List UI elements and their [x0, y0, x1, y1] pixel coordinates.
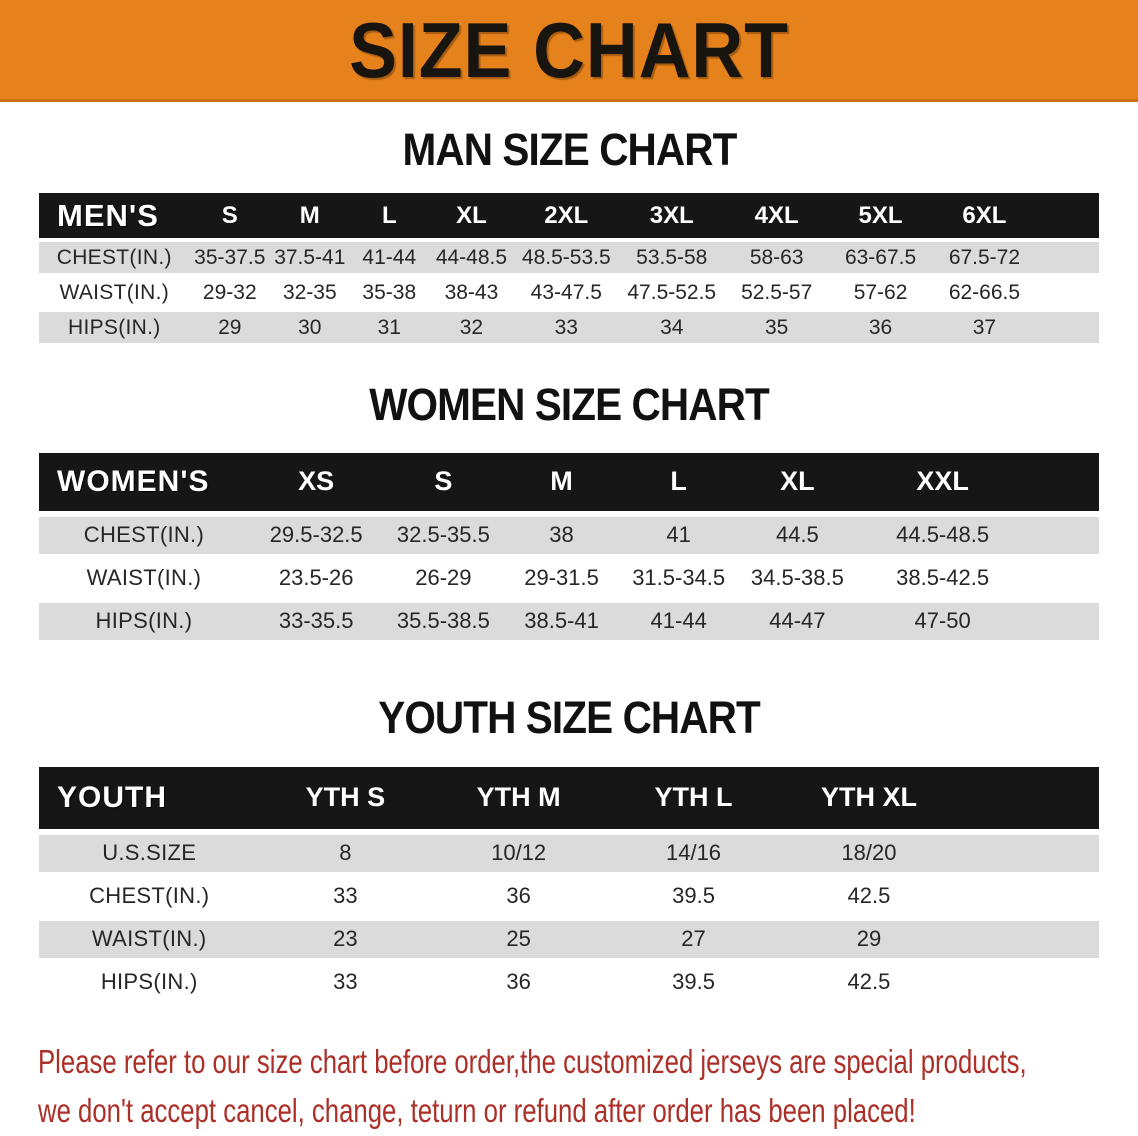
table-row: [39, 242, 1099, 273]
size-column-header: 6XL: [933, 193, 1037, 238]
header-spacer-cell: [1036, 193, 1099, 238]
table-row: [39, 878, 1099, 915]
size-column-header: XL: [429, 193, 514, 238]
size-value: 37: [933, 312, 1037, 343]
size-value: 32.5-35.5: [383, 517, 503, 554]
size-column-header: XS: [249, 453, 384, 511]
size-value: 37.5-41: [270, 242, 349, 273]
size-value: 25: [431, 921, 606, 958]
youth-size-table: [39, 761, 1099, 1007]
size-value: 32: [429, 312, 514, 343]
size-value: 33: [259, 964, 431, 1001]
size-value: 41-44: [350, 242, 429, 273]
men-section-heading: MAN SIZE CHART: [402, 124, 736, 175]
notice-line-1-wrap: [38, 1037, 1100, 1087]
section-youth: [0, 691, 1138, 1007]
size-value: 29-32: [190, 277, 271, 308]
size-value: 38.5-42.5: [857, 560, 1028, 597]
size-value: 18/20: [781, 835, 957, 872]
size-value: 38.5-41: [503, 603, 620, 640]
size-value: 27: [606, 921, 781, 958]
size-value: 43-47.5: [514, 277, 619, 308]
row-label: HIPS(IN.): [39, 964, 259, 1001]
row-label: CHEST(IN.): [39, 242, 190, 273]
banner-title: SIZE CHART: [349, 5, 789, 94]
row-spacer-cell: [1028, 517, 1099, 554]
notice-line-2-wrap: [38, 1086, 1100, 1136]
size-value: 36: [431, 878, 606, 915]
row-label: CHEST(IN.): [39, 878, 259, 915]
size-value: 36: [431, 964, 606, 1001]
size-value: 44-48.5: [429, 242, 514, 273]
size-value: 42.5: [781, 964, 957, 1001]
size-value: 44.5-48.5: [857, 517, 1028, 554]
size-value: 29-31.5: [503, 560, 620, 597]
size-value: 62-66.5: [933, 277, 1037, 308]
size-value: 48.5-53.5: [514, 242, 619, 273]
size-value: 31.5-34.5: [620, 560, 738, 597]
table-group-label: YOUTH: [39, 767, 259, 829]
table-row: [39, 603, 1099, 640]
size-value: 33: [514, 312, 619, 343]
size-column-header: 4XL: [725, 193, 829, 238]
size-value: 52.5-57: [725, 277, 829, 308]
size-value: 39.5: [606, 878, 781, 915]
row-spacer-cell: [1036, 277, 1099, 308]
row-label: WAIST(IN.): [39, 921, 259, 958]
table-header-row: [39, 193, 1099, 238]
row-label: U.S.SIZE: [39, 835, 259, 872]
size-value: 30: [270, 312, 349, 343]
size-value: 38-43: [429, 277, 514, 308]
size-value: 35-38: [350, 277, 429, 308]
size-column-header: XXL: [857, 453, 1028, 511]
size-value: 26-29: [383, 560, 503, 597]
size-column-header: S: [383, 453, 503, 511]
table-header-row: [39, 767, 1099, 829]
table-row: [39, 835, 1099, 872]
size-value: 29: [781, 921, 957, 958]
size-column-header: 2XL: [514, 193, 619, 238]
size-column-header: YTH S: [259, 767, 431, 829]
table-group-label: WOMEN'S: [39, 453, 249, 511]
size-value: 14/16: [606, 835, 781, 872]
men-size-table: [39, 189, 1099, 347]
size-value: 32-35: [270, 277, 349, 308]
youth-heading-wrap: [0, 691, 1138, 743]
table-row: [39, 517, 1099, 554]
row-label: CHEST(IN.): [39, 517, 249, 554]
men-heading-wrap: [0, 126, 1138, 173]
women-heading-wrap: [0, 379, 1138, 431]
size-column-header: M: [503, 453, 620, 511]
section-men: [0, 126, 1138, 347]
notice-line-2: we don't accept cancel, change, teturn or refund after order has been placed!: [38, 1092, 916, 1130]
size-value: 35-37.5: [190, 242, 271, 273]
row-spacer-cell: [1036, 312, 1099, 343]
size-value: 34.5-38.5: [738, 560, 858, 597]
row-spacer-cell: [957, 835, 1099, 872]
size-value: 41: [620, 517, 738, 554]
size-value: 23.5-26: [249, 560, 384, 597]
row-spacer-cell: [957, 964, 1099, 1001]
size-column-header: 5XL: [829, 193, 933, 238]
size-value: 34: [619, 312, 725, 343]
size-value: 47-50: [857, 603, 1028, 640]
row-spacer-cell: [957, 921, 1099, 958]
women-section-heading: WOMEN SIZE CHART: [369, 379, 769, 431]
row-spacer-cell: [1028, 560, 1099, 597]
size-value: 23: [259, 921, 431, 958]
size-column-header: YTH M: [431, 767, 606, 829]
size-value: 53.5-58: [619, 242, 725, 273]
row-spacer-cell: [957, 878, 1099, 915]
size-value: 44-47: [738, 603, 858, 640]
size-value: 35.5-38.5: [383, 603, 503, 640]
size-value: 31: [350, 312, 429, 343]
banner: [0, 0, 1138, 102]
footer-notice: [0, 1007, 1138, 1136]
row-spacer-cell: [1036, 242, 1099, 273]
size-value: 63-67.5: [829, 242, 933, 273]
table-row: [39, 964, 1099, 1001]
row-spacer-cell: [1028, 603, 1099, 640]
table-row: [39, 560, 1099, 597]
size-value: 29.5-32.5: [249, 517, 384, 554]
row-label: HIPS(IN.): [39, 603, 249, 640]
size-value: 44.5: [738, 517, 858, 554]
header-spacer-cell: [957, 767, 1099, 829]
table-row: [39, 921, 1099, 958]
size-value: 58-63: [725, 242, 829, 273]
header-spacer-cell: [1028, 453, 1099, 511]
size-value: 33: [259, 878, 431, 915]
size-column-header: YTH L: [606, 767, 781, 829]
table-group-label: MEN'S: [39, 193, 190, 238]
size-column-header: S: [190, 193, 271, 238]
size-value: 57-62: [829, 277, 933, 308]
size-column-header: M: [270, 193, 349, 238]
size-value: 10/12: [431, 835, 606, 872]
notice-line-1: Please refer to our size chart before order,the customized jerseys are special products,: [38, 1042, 1027, 1080]
size-column-header: L: [620, 453, 738, 511]
women-size-table: [39, 447, 1099, 646]
size-value: 41-44: [620, 603, 738, 640]
table-header-row: [39, 453, 1099, 511]
size-value: 67.5-72: [933, 242, 1037, 273]
size-value: 38: [503, 517, 620, 554]
size-value: 47.5-52.5: [619, 277, 725, 308]
size-value: 35: [725, 312, 829, 343]
row-label: WAIST(IN.): [39, 560, 249, 597]
size-value: 39.5: [606, 964, 781, 1001]
size-value: 33-35.5: [249, 603, 384, 640]
size-column-header: XL: [738, 453, 858, 511]
size-column-header: 3XL: [619, 193, 725, 238]
table-row: [39, 312, 1099, 343]
row-label: HIPS(IN.): [39, 312, 190, 343]
section-women: [0, 381, 1138, 645]
size-value: 42.5: [781, 878, 957, 915]
size-value: 29: [190, 312, 271, 343]
youth-section-heading: YOUTH SIZE CHART: [378, 691, 760, 743]
size-column-header: YTH XL: [781, 767, 957, 829]
table-row: [39, 277, 1099, 308]
size-column-header: L: [350, 193, 429, 238]
row-label: WAIST(IN.): [39, 277, 190, 308]
size-value: 8: [259, 835, 431, 872]
size-value: 36: [829, 312, 933, 343]
